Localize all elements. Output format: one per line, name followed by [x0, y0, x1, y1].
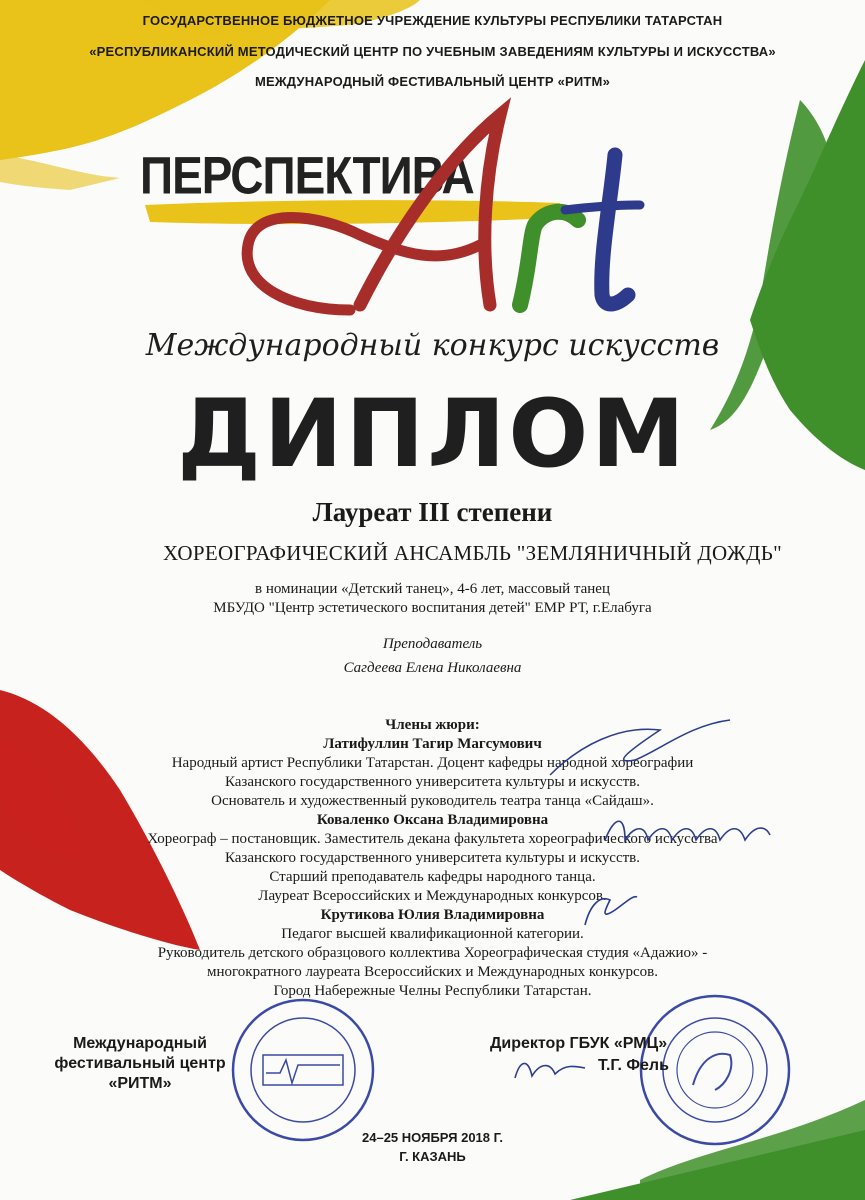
- award-degree: Лауреат III степени: [312, 497, 553, 527]
- teacher-name: Сагдеева Елена Николаевна: [343, 660, 522, 676]
- brand-subtitle: Международный конкурс искусств: [145, 328, 720, 363]
- header-line-1: ГОСУДАРСТВЕННОЕ БЮДЖЕТНОЕ УЧРЕЖДЕНИЕ КУЛЬТУРЫ РЕСПУБЛИКИ ТАТАРСТАН: [142, 13, 723, 28]
- signature-jury-3: [575, 885, 645, 935]
- jury-label: Члены жюри:: [385, 717, 480, 733]
- jury-member-line: многократного лауреата Всероссийских и Международных конкурсов.: [206, 964, 658, 980]
- ritm-stamp: [228, 995, 378, 1145]
- jury-member-line: Народный артист Республики Татарстан. Доцент кафедры народной хореографии: [171, 755, 694, 771]
- header-line-2: «РЕСПУБЛИКАНСКИЙ МЕТОДИЧЕСКИЙ ЦЕНТР ПО УЧЕБНЫМ ЗАВЕДЕНИЯМ КУЛЬТУРЫ И ИСКУССТВА»: [89, 44, 776, 59]
- festival-center-label: Международный фестивальный центр «РИТМ»: [54, 1035, 226, 1092]
- director-title: Директор ГБУК «РМЦ»: [490, 1035, 668, 1052]
- jury-member-line: Педагог высшей квалификационной категории.: [281, 926, 584, 942]
- nomination: в номинации «Детский танец», 4-6 лет, массовый танец: [254, 581, 610, 597]
- jury-member-line: Город Набережные Челны Республики Татарстан.: [273, 983, 592, 999]
- jury-member-line: Основатель и художественный руководитель театра танца «Сайдаш».: [211, 793, 654, 809]
- jury-member-line: Казанского государственного университета культуры и искусств.: [224, 850, 641, 866]
- director-name: Т.Г. Фель: [598, 1057, 669, 1074]
- event-city: Г. КАЗАНЬ: [399, 1149, 466, 1164]
- jury-member-name: Латифуллин Тагир Магсумович: [323, 736, 542, 752]
- jury-member-line: Руководитель детского образцового коллектива Хореографическая студия «Адажио» -: [157, 945, 708, 961]
- header-line-3: МЕЖДУНАРОДНЫЙ ФЕСТИВАЛЬНЫЙ ЦЕНТР «РИТМ»: [254, 74, 611, 89]
- jury-member-name: Крутикова Юлия Владимировна: [320, 907, 545, 923]
- jury-member-line: Казанского государственного университета культуры и искусств.: [224, 774, 641, 790]
- jury-member-line: Лауреат Всероссийских и Международных конкурсов.: [258, 888, 607, 904]
- art-logo: [230, 95, 650, 325]
- jury-member-name: Коваленко Оксана Владимировна: [316, 812, 549, 828]
- jury-member-line: Старший преподаватель кафедры народного танца.: [269, 869, 596, 885]
- signature-jury-1: [540, 705, 740, 795]
- jury-member-line: Хореограф – постановщик. Заместитель декана факультета хореографического искусства: [147, 831, 718, 847]
- brand-word: ПЕРСПЕКТИВА: [140, 145, 474, 205]
- signature-jury-2: [600, 805, 780, 855]
- director-signature: [510, 1048, 590, 1088]
- jury-member-3: [0, 906, 865, 1001]
- participant-name: ХОРЕОГРАФИЧЕСКИЙ АНСАМБЛЬ "ЗЕМЛЯНИЧНЫЙ ДОЖДЬ": [163, 541, 782, 565]
- event-date: 24–25 НОЯБРЯ 2018 Г.: [362, 1130, 503, 1145]
- institution: МБУДО "Центр эстетического воспитания детей" ЕМР РТ, г.Елабуга: [213, 600, 652, 616]
- teacher-label: Преподаватель: [382, 636, 483, 652]
- diploma-title: ДИПЛОМ: [177, 380, 688, 489]
